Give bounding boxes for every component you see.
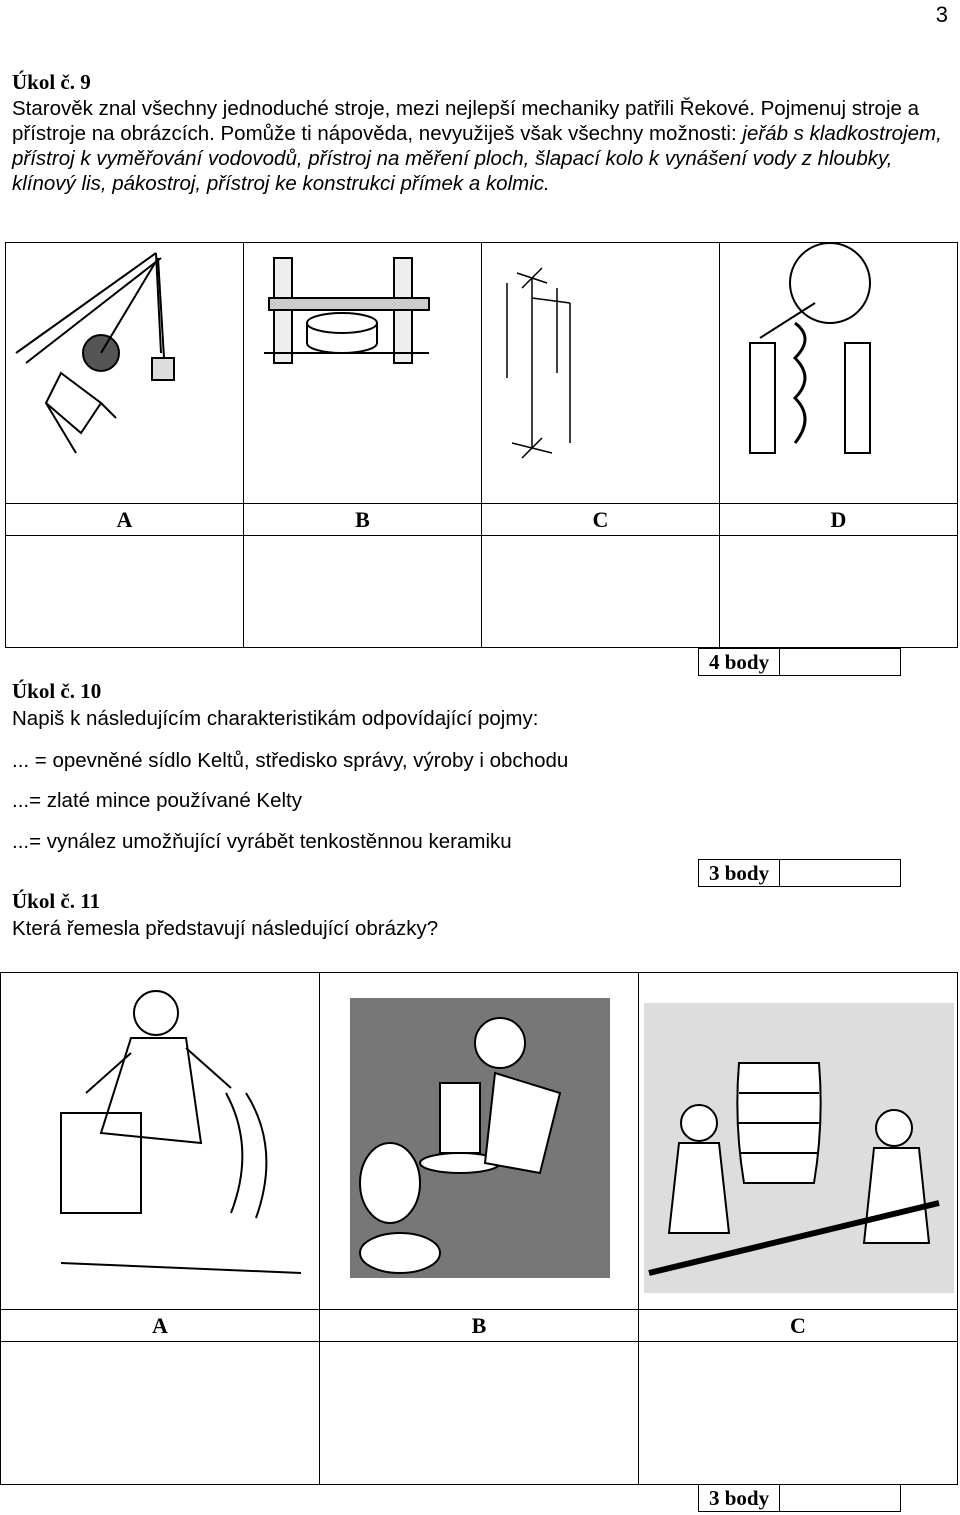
task11-letter-a: A bbox=[1, 1310, 320, 1342]
task9-heading: Úkol č. 9 bbox=[12, 70, 91, 94]
potter-illustration bbox=[320, 973, 638, 1309]
task9-score-box bbox=[698, 648, 901, 676]
task9-image-b bbox=[244, 243, 482, 504]
task11-image-c bbox=[639, 973, 958, 1310]
task11-letter-b: B bbox=[320, 1310, 639, 1342]
task9-hint: jeřáb s kladkostrojem, přístroj k vyměřování vodovodů, přístroj na měření ploch, šlapací kolo k vynášení vody z hloubky, klínový lis, pákostroj, přístroj ke konstrukci přímek a kolmic. bbox=[12, 122, 942, 195]
task9-letter-a: A bbox=[6, 504, 244, 536]
crane-illustration bbox=[6, 243, 243, 503]
task10-score-box bbox=[698, 859, 901, 887]
task11-answer-c[interactable] bbox=[639, 1342, 958, 1485]
task11-letter-c: C bbox=[639, 1310, 958, 1342]
task11-table bbox=[0, 972, 958, 1485]
task11-score-box bbox=[698, 1484, 901, 1512]
task11-score-field[interactable] bbox=[780, 1485, 901, 1512]
task9-image-d bbox=[720, 243, 958, 504]
task10-prompt: Napiš k následujícím charakteristikám odpovídající pojmy: bbox=[12, 707, 539, 730]
water-wheel-illustration bbox=[720, 243, 957, 503]
page-number: 3 bbox=[935, 2, 948, 27]
task9-letter-d: D bbox=[720, 504, 958, 536]
task11-image-b bbox=[320, 973, 639, 1310]
task9-intro: Starověk znal všechny jednoduché stroje, mezi nejlepší mechaniky patřili Řekové. Pojmenuj stroje a přístroje na obrázcích. Pomůže ti nápověda, nevyužiješ však všechny možnosti: bbox=[12, 97, 920, 145]
task9-answer-a[interactable] bbox=[6, 536, 244, 648]
groma-illustration bbox=[482, 243, 719, 503]
task9-score-field[interactable] bbox=[780, 649, 901, 676]
task9-letter-b: B bbox=[244, 504, 482, 536]
task11-image-a bbox=[1, 973, 320, 1310]
task9-image-c bbox=[482, 243, 720, 504]
task9-answer-d[interactable] bbox=[720, 536, 958, 648]
task10-line-1[interactable]: ... = opevněné sídlo Keltů, středisko správy, výroby i obchodu bbox=[12, 749, 569, 772]
cooper-illustration bbox=[639, 973, 957, 1309]
task10-line-2[interactable]: ...= zlaté mince používané Kelty bbox=[12, 789, 303, 812]
saddler-illustration bbox=[1, 973, 319, 1309]
task9-answer-c[interactable] bbox=[482, 536, 720, 648]
task10-score-field[interactable] bbox=[780, 860, 901, 887]
task9-image-a bbox=[6, 243, 244, 504]
task9-text bbox=[12, 96, 952, 196]
task11-prompt: Která řemesla představují následující obrázky? bbox=[12, 917, 439, 940]
task11-heading: Úkol č. 11 bbox=[12, 889, 101, 913]
task9-score: 4 body bbox=[699, 649, 780, 676]
task11-answer-a[interactable] bbox=[1, 1342, 320, 1485]
task9-answer-b[interactable] bbox=[244, 536, 482, 648]
press-illustration bbox=[244, 243, 481, 503]
task10-line-3[interactable]: ...= vynález umožňující vyrábět tenkostěnnou keramiku bbox=[12, 830, 512, 853]
task11-answer-b[interactable] bbox=[320, 1342, 639, 1485]
task9-letter-c: C bbox=[482, 504, 720, 536]
task11-score: 3 body bbox=[699, 1485, 780, 1512]
task10-heading: Úkol č. 10 bbox=[12, 679, 102, 703]
task9-table bbox=[5, 242, 958, 648]
task10-score: 3 body bbox=[699, 860, 780, 887]
